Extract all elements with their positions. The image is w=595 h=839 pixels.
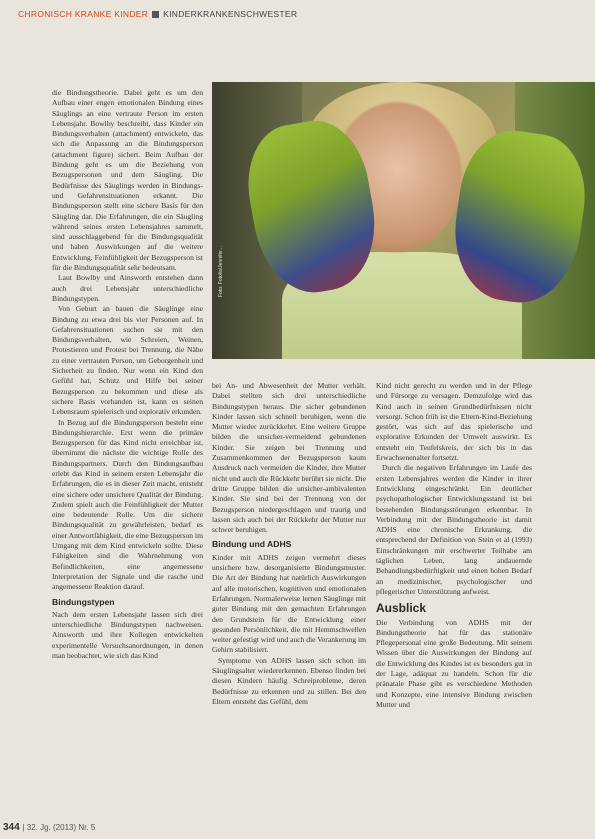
paragraph: Nach dem ersten Lebensjahr lassen sich drei unterschiedliche Bindungstypen nachweisen. Ainsworth und ihre Kollegen entwickelten experimentelle Versuchsanordnungen, in denen man beobachtet, wie sich das Kind (52, 609, 203, 661)
page-number: 344 (3, 822, 20, 833)
header-separator-icon (152, 11, 159, 18)
article-photo (212, 82, 595, 359)
header-subcategory: KINDERKRANKENSCHWESTER (163, 9, 298, 19)
section-heading-bindungstypen: Bindungstypen (52, 596, 115, 607)
paragraph: Durch die negativen Erfahrungen im Laufe des ersten Lebensjahres werden die Kinder in ihrer Entwicklung eingeschränkt. Ein deutlicher psychopathologischer Entwicklungsstand ist bei bestehenden Bindungsstörungen erkennbar. In Verbindung mit der Bindungstheorie ist damit ADHS eine chronische Erkrankung, die entsprechend der Definition von Stein et al (1993) Einschränkungen mit erschwerter Teilhabe am täglichen Leben, lang andauernde Behandlungsbedürftigkeit und einen hohen Bedarf an medizinischer, psychologischer und pflegerischer Unterstützung aufweist. (376, 463, 532, 596)
section-heading-bindung-adhs: Bindung und ADHS (212, 539, 292, 550)
paragraph: Kinder mit ADHS zeigen vermehrt dieses unsichere bzw. desorganisierte Bindungsmuster. Die Art der Bindung hat natürlich Auswirkungen auf alle motorischen, kognitiven und emotionalen Erfahrungen. Normalerweise lernen Säuglinge mit guter Bindung mit den gemachten Erfahrungen den Grundstein für die Entwicklung einer gesunden Persönlichkeit, die mit Hemmschwellen weiter gefestigt wird und auch die Verankerung im Gehirn stabilisiert. (212, 552, 367, 655)
issue-info: 32. Jg. (2013) Nr. 5 (26, 823, 96, 832)
paragraph: die Bindungstheorie. Dabei geht es um den Aufbau einer engen emotionalen Bindung eines Säuglings an eine vertraute Person im ersten Lebensjahr. Bowlby beschreibt, dass Kinder ein Bindungsverhalten (attachment) entwickeln, das sich die Anpassung an die Bindungsperson (attachment figure) sichert. Beim Aufbau der Bindung geht es um die Beziehung von Bezugspersonen und dem Säugling. Die Bedürfnisse des Säuglings werden in Bindungs- und Gefahrensituationen erkannt. Die Bindungsperson stellt eine sichere Basis für den Säugling dar. Die Erfahrungen, die ein Säugling während seines ersten Lebensjahres sammelt, sind ausschlaggebend für die Bindungsqualität und haben Auswirkungen auf die weitere Entwicklung. Feinfühligkeit der Bezugsperson ist für die Bindungsqualität sehr bedeutsam. (52, 88, 203, 273)
column-3 (376, 381, 532, 710)
header-category: CHRONISCH KRANKE KINDER (18, 9, 149, 19)
paragraph: Die Verbindung von ADHS mit der Bindungstheorie hat für das stationäre Pflegepersonal eine große Bedeutung. Mit seinem Wissen über die Auswirkungen der Bindung auf die Entwicklung des Kindes ist es besonders gut in der Lage, adäquat zu handeln. Schon für die pränatale Phase gibt es verschiedene Methoden und Konzepte, eine intensive Bindung zwischen Mutter und (376, 617, 532, 709)
paragraph: bei An- und Abwesenheit der Mutter verhält. Dabei stellten sich drei unterschiedliche Bindungstypen heraus. Die sicher gebundenen Kinder lassen sich schnell beruhigen, wenn die Mutter wieder zurückkehrt. Eine weitere Gruppe bilden die unsicher-vermeidend gebundenen Kinder. Sie zeigen bei Trennung und Zusammenkommen der Bezugsperson kaum Ausdruck nach vermeiden die Kinder, ihre Mutter nicht und auch die Rückkehr berührt sie nicht. Die dritte Gruppe bilden die unsicher-ambivalenten Kinder. Sie sind bei der Trennung von der Bezugsperson niedergeschlagen und traurig und lassen sich auch bei der Rückkehr der Mutter nur schwer beruhigen. (212, 381, 366, 535)
paragraph: Kind nicht gerecht zu werden und in der Pflege und Fürsorge zu versagen. Demzufolge wird das Kind auch in seinen Grundbedürfnissen nicht versorgt. Schon früh ist die Eltern-Kind-Beziehung gestört, was sich auf das spielerische und explorative Erkunden der Umwelt auswirkt. Es entsteht ein Teufelskreis, der sich bis in das Erwachsenenalter fortsetzt. (376, 381, 532, 463)
photo-credit: Foto: Fotolia/Jennifer... (218, 246, 224, 297)
page-footer: 344 | 32. Jg. (2013) Nr. 5 (3, 822, 96, 833)
paragraph: In Bezug auf die Bindungsperson besteht eine Bindungshierarchie. Erst wenn die primäre Bezugsperson für das Kind nicht erreichbar ist, übernimmt die nächste die wichtige Rolle des Bindungspartners. Durch den Bindungsaufbau erlebt das Kind in seinem ersten Lebensjahr die Erfahrungen, die es in dieser Zeit macht, entsteht eine sichere oder unsichere Qualität der Bindung. Zudem spielt auch die Feinfühligkeit der Mutter eine bedeutende Rolle. Um die sichere Bindungsqualität zu gewährleisten, bedarf es einer Antwortfähigkeit, die eine Bezugsperson im Umgang mit dem Kind entwickeln sollte. Diese Fähigkeiten sind die Wahrnehmung von Befindlichkeiten, eine angemessene Interpretation der Signale und die rasche und angemessene Reaktion darauf. (52, 417, 203, 592)
section-heading-ausblick: Ausblick (376, 601, 427, 616)
running-header (18, 9, 297, 19)
column-2 (212, 381, 366, 707)
paragraph: Symptome von ADHS lassen sich schon im Säuglingsalter wiedererkennen. Ebenso finden bei diesen Kindern häufig Schreiprobleme, deren Bedürfnisse zu erkennen und zu stillen. Bei den Eltern entsteht das Gefühl, dem (212, 655, 366, 706)
paragraph: Laut Bowlby und Ainsworth entstehen dann auch drei Lebensjahr unterschiedliche Bindungstypen. (52, 273, 203, 303)
column-1 (52, 88, 203, 661)
paragraph: Von Geburt an bauen die Säuglinge eine Bindung zu etwa drei bis vier Personen auf. In Gefahrensituationen suchen sie mit den Bindungsverhalten, wie Schreien, Weinen, Protestieren und Protest bei Trennung, die Nähe zu einer vertrauten Person, um Geborgenheit und Sicherheit zu finden. Nur wenn ein Kind den Gefühl hat, Schutz und Hilfe bei seiner Bezugsperson zu bekommen und diese als sichere Basis vorhanden ist, kann es seinen Lebensraum spielerisch und explorativ erkunden. (52, 304, 203, 417)
